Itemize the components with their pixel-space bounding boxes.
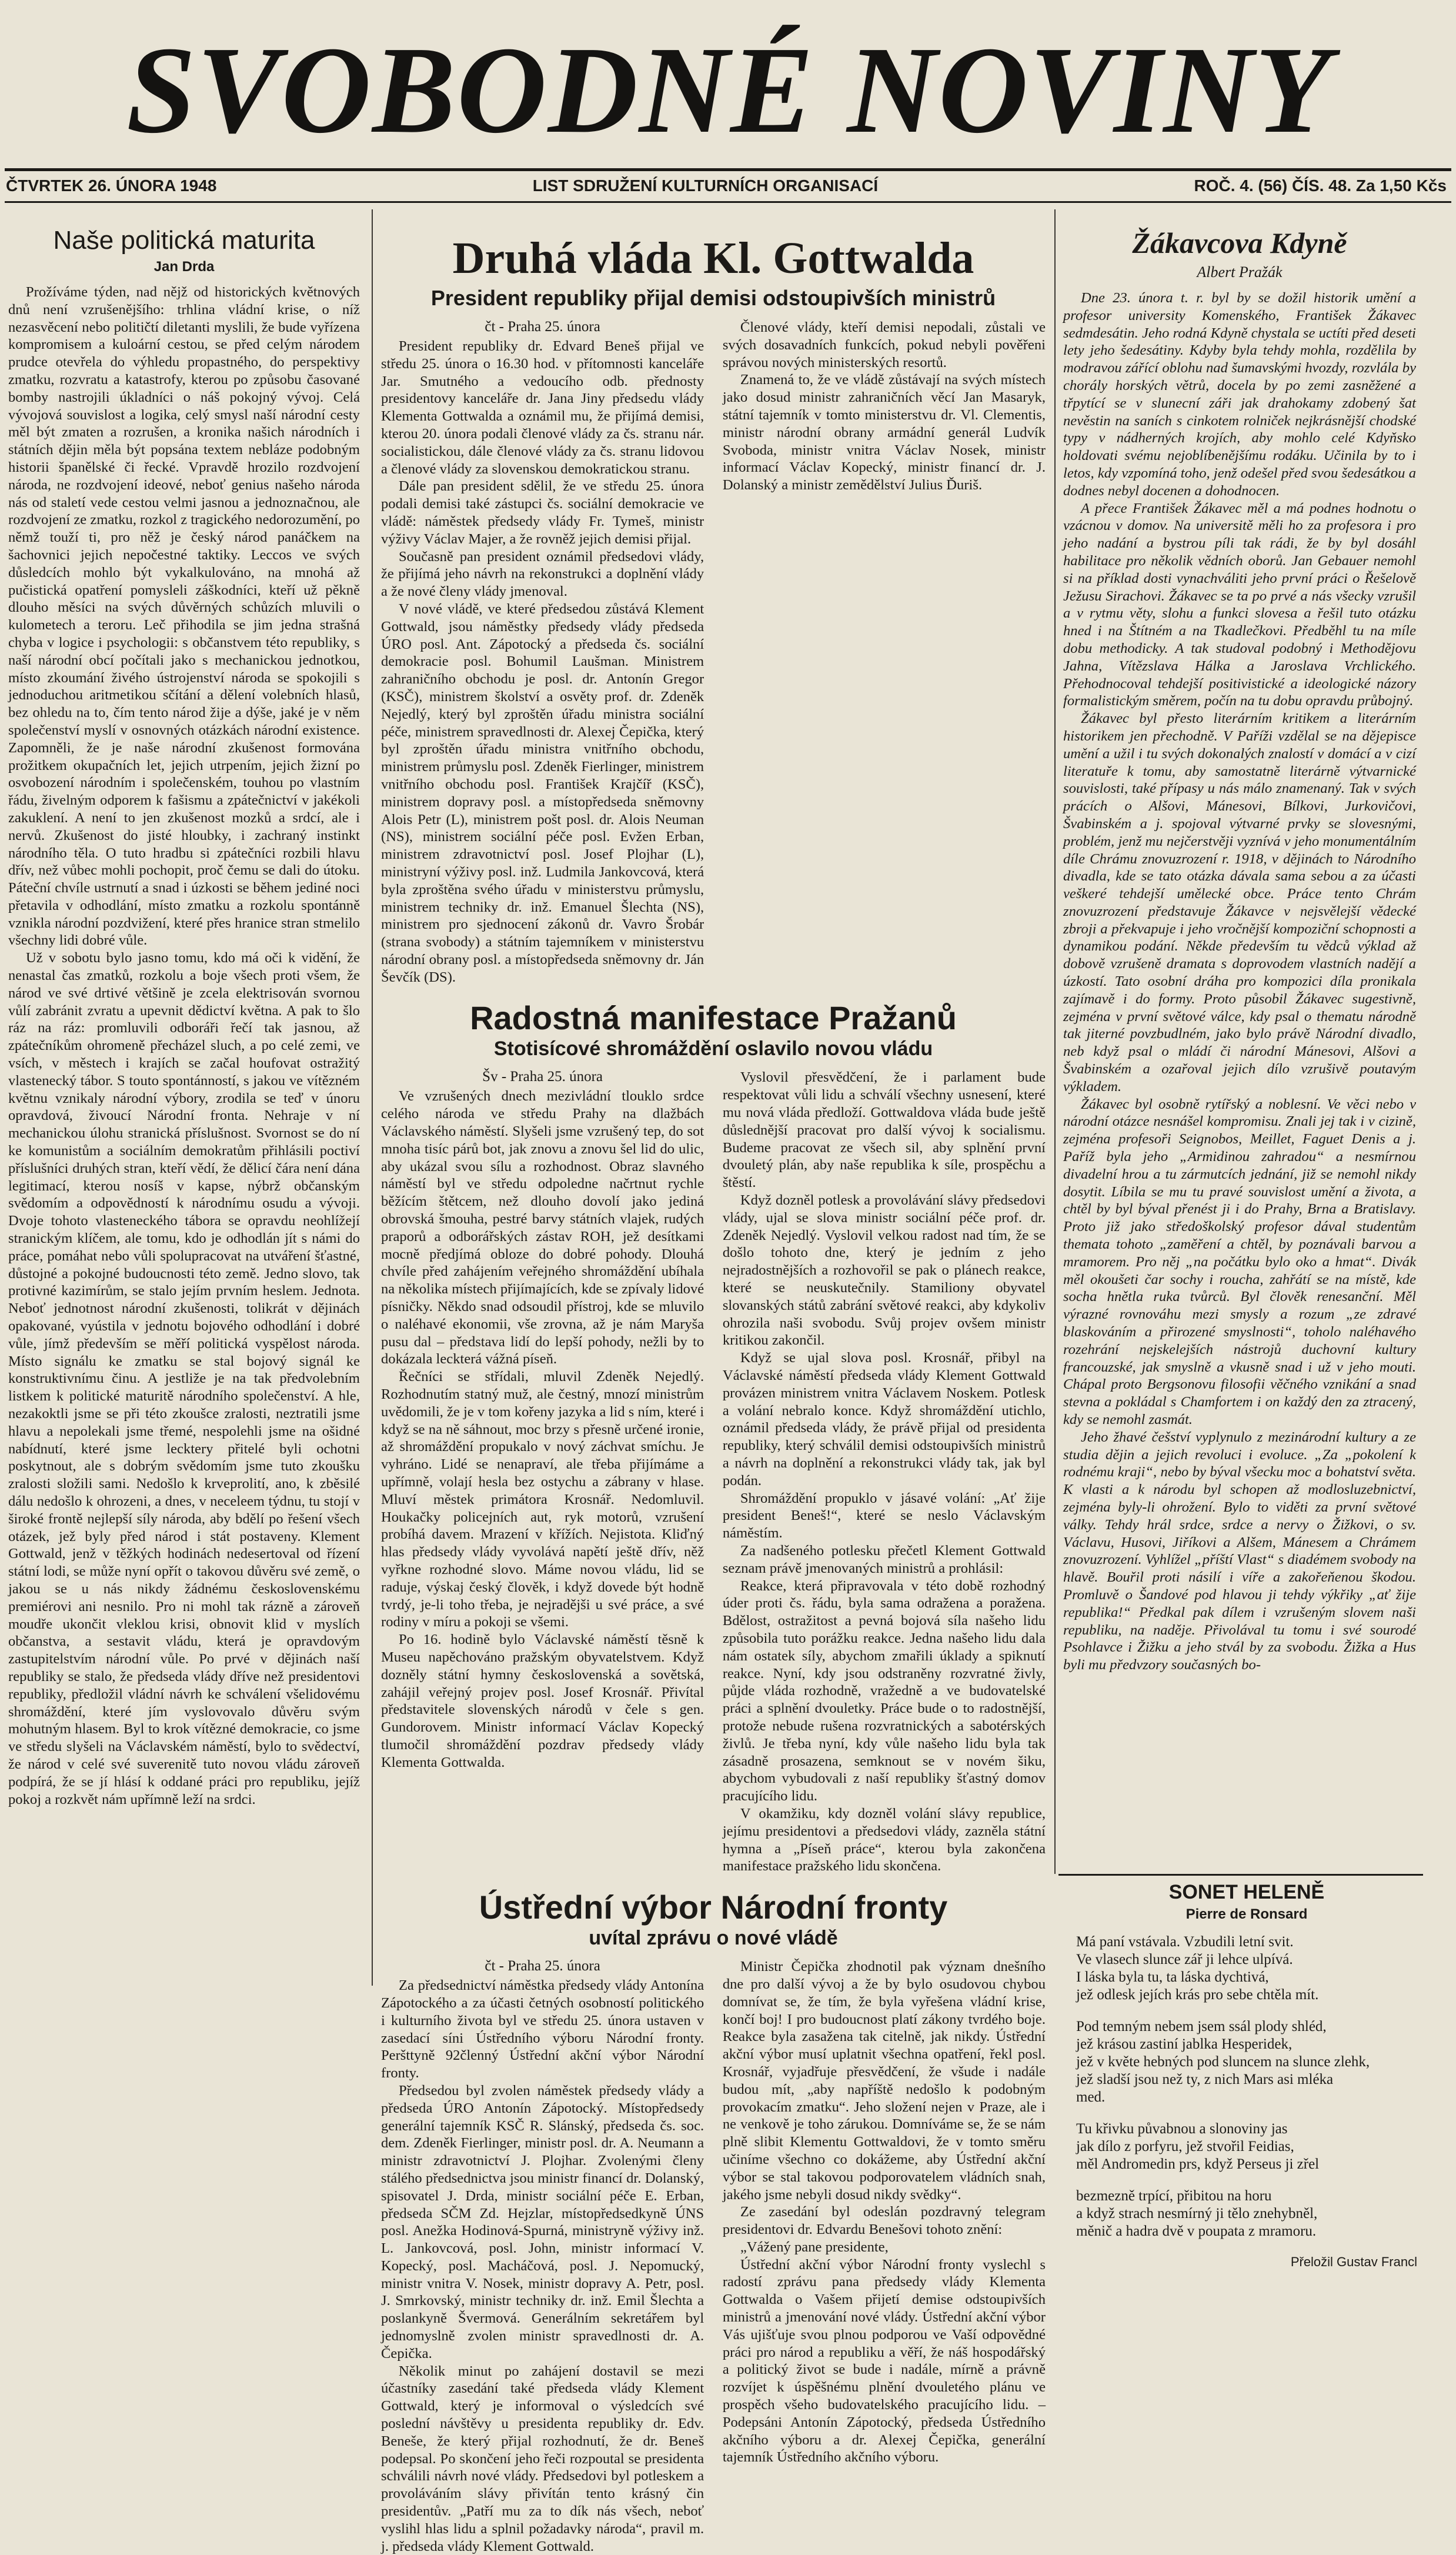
left-article-author: Jan Drda (153, 259, 215, 275)
sonet-line: měnič a hadra dvě v poupata z mramoru. (1076, 2223, 1317, 2239)
issue-number: ROČ. 4. (56) ČÍS. 48. Za 1,50 Kčs (1194, 176, 1447, 195)
manifest-article-paragraph: Po 16. hodině bylo Václavské náměstí těsně k Museu napěchováno pražským obyvatelstvem. Když dozněly státní hymny československá a sovětská, zahájil veřejný projev posl. Josef Krosnář. Přivítal představitele slovenských národů v čele s gen. Gundorovem. Ministr informací Václav Kopecký tlumočil shromáždění pozdrav předsedy vlády Klementa Gottwalda. (381, 1632, 704, 1770)
left-column (8, 226, 360, 1984)
sonet-line: jež odlesk jejích krás pro sebe chtěla mít. (1076, 1987, 1319, 2003)
main-article-paragraph: Členové vlády, kteří demisi nepodali, zůstali ve svých dosavadních funkcích, pokud nebyli pověřeni správou nových ministerských resortů. (722, 319, 1046, 371)
manifest-article-title: Radostná manifestace Pražanů (470, 999, 957, 1037)
main-article-dateline: čt - Praha 25. února (485, 319, 600, 335)
sonet-line: Pod temným nebem jsem ssál plody shléd, (1076, 2019, 1327, 2034)
front-article-paragraph: Ministr Čepička zhodnotil pak význam dnešního dne pro další vývoj a že by bylo osudovou chybou domnívat se, že tím, že byla vyřešena vládní krise, končí boj! I pro budoucnost platí zákony tvrdého boje. Reakce byla zasažena tak citelně, jak nikdy. Ústřední akční výbor musí uplatnit všechna opatření, řekl posl. Krosnář, vyjadřuje přesvědčení, že všude i nadále budou mít, „aby napříště nedošlo k podobným provokacím zmatku“. Jeho složení nejen v Praze, ale i ne venkově je toho zárukou. Domníváme se, že se nám plně slibit Klementu Gottwaldovi, že v tomto směru učiníme všechno co dokážeme, aby Ústřední akční výbor se stal takovou podporovatelem vládních snah, jakého jsme nebyli dosud nikdy svědky“. (722, 1959, 1046, 2203)
main-article-paragraph: President republiky dr. Edvard Beneš přijal ve středu 25. února o 16.30 hod. v přítomnosti kanceláře Jar. Smutného a vedoucího odb. přednosty presidentovy kanceláře dr. Jana Jiny předsedu vlády Klementa Gottwalda a oznámil mu, že přijímá demisi, kterou 20. února podali členové vlády za čs. stranu nár. socialistickou, dále členové vlády za čs. stranu lidovou a členové vlády za slovenskou demokratickou stranu. (381, 338, 704, 477)
main-article-paragraph: Dále pan president sdělil, že ve středu 25. února podali demisi také zástupci čs. sociální demokracie ve vládě: náměstek předsedy vlády Fr. Tymeš, ministr výživy Václav Majer, a že rovněž jejich demisi přijal. (381, 478, 704, 547)
right-article-paragraph: Žákavec byl osobně rytířský a noblesní. Ve věci nebo v národní otázce nesnášel kompromisu. Znali jej tak i v cizině, zejména profesoři Seignobos, Meillet, Faguet Denis a j. Paříž byla jeho „Armidinou zahradou“ a nesmírnou divadelní hrou a tu zármutcích jednání, již se nemohl nikdy dosytit. Líbila se mu tu pravé souvislost umění a života, a chtěl by byl býval přenést ji i do Prahy, Brna a Bratislavy. Proto již jako středoškolský profesor dával studentům themata tohoto „zaměření a chtěl, by poznávali barvou a mramorem. Pro něj „na počátku bylo oko a hmat“. Divák měl okoušeti čar sochy i roucha, zahřátí se na místě, kde socha hnětla ruka tvůrců. Byl člověk renesanční. Měl výrazné rovnováhu mezi smysly a rozum „ze zdravé blaskováním a přirozené smyslnosti“, toholo naléhavého rozehrání nejskelejších nástrojů duchovní kultury francouzské, jak smyslně a vkusně snad i už v jeho mouti. Chápal proto Bergsonovu filosofii věčného vznikání a snad stevna a pokládal s Chamfortem i on každý den za ztracený, kdy se nemohl zasmát. (1063, 1096, 1416, 1427)
sonet-line: Má paní vstávala. Vzbudili letní svit. (1076, 1934, 1294, 1950)
sonet-line: med. (1076, 2089, 1106, 2105)
right-article-body (1063, 289, 1416, 1674)
right-article-paragraph: A přece František Žákavec měl a má podnes hodnotu o vzácnou v domov. Na universitě měli ho za profesora i pro jeho nadání a bystrou píli tak rádi, že by byl dosáhl habilitace pro několik vědních oborů. Jan Gebauer nemohl si na příklad dosti vynachváliti jeho první práci o Řešelově Ježusu Sirachovi. Žákavec se ta po prvé a nás všecky vzrušil a v rytmu věty, slohu a funkci slovesa a řešil tuto otázku hned i na Štítném a na Tkadlečkovi. Předběhl tu na míle dobu methodicky. A tak studoval podobný i Methodějovu Jahna, Vítězslava Hálka a Jaroslava Vrchlického. Přehodnocoval tehdejší positivistické a ideologické názory formalistickým směrem, počín na tu dobu opravdu průbojný. (1063, 500, 1416, 709)
front-article-col-b (723, 1958, 1046, 2555)
sonet-line: I láska byla tu, ta láska dychtivá, (1076, 1969, 1269, 1985)
manifest-article-paragraph: Ve vzrušených dnech mezivládní tlouklo srdce celého národa ve středu Prahy na dlažbách Václavského náměstí. Slyšeli jsme vzrušený tep, do sot mnoha tisíc párů bot, jak znovu a znovu šel lid do ulic, aby ukázal svou sílu a rozhodnost. Obraz slavného náměstí byl ve středu odpoledne načrtnut rychle běžícím štětcem, než dlouho dovolí jako jediná obrovská šmouha, pestré barvy státních vlajek, rudých praporů a odborářských zástav ROH, jež desítkami mocně předjímá obloze do dobré pohody. Dlouhá chvíle před zahájením veřejného shromáždění ubíhala na několika místech přijímajících, kde se zpívaly lidové písničky. Někdo snad odsoudil přístroj, kde se mluvilo o naléhavé ekonomii, vše zrovna, až je nám Maryša pusu dal – představa lidí do lepší pohody, nežli by to dokázala leckterá vážná píseň. (381, 1088, 704, 1367)
center-column (381, 232, 1046, 2554)
issue-date: ČTVRTEK 26. ÚNORA 1948 (6, 176, 217, 195)
sonet-title: SONET HELENĚ (1168, 1881, 1325, 1903)
manifest-article-paragraph: Řečníci se střídali, mluvil Zdeněk Nejedlý. Rozhodnutím statný muž, ale čestný, mnozí ministrům uvědomili, že je v tom kořeny jazyka a lid s ním, které i když se na ně sáhnout, moc brzy s přesně určené ironie, až shromáždění propukalo v nový záchvat smíchu. Je vyhráno. Lidé se nenapraví, ale třeba přijímáme a upřímně, volají hesla bez ostychu a zábrany v hlase. Mluví městek primátora Krosnář. Nedomluvil. Houkačky policejních aut, ryk motorů, vzrušení probíhá davem. Mrazení v křížích. Nejistota. Kliďný hlas předsedy vlády vyvolává napětí ještě dřív, něž vyřkne rozhodné slovo. Máme novou vládu, lid se raduje, výskaj český člověk, i když dovede být hodně tvrdý, je-li toho třeba, je nejradějši u své práce, a své rodiny v míru a pokoji se všemi. (381, 1369, 704, 1630)
main-article-col-b (723, 319, 1046, 986)
manifest-article-paragraph: V okamžiku, kdy dozněl volání slávy republice, jejímu presidentovi a předsedovi vlády, zazněla státní hymna a „Píseň práce“, kterou byla zakončena manifestace pražského lidu skončena. (722, 1805, 1046, 1874)
manifest-article-paragraph: Reakce, která připravovala v této době rozhodný úder proti čs. řádu, byla sama odražena a poražena. Bdělost, ostražitost a pevná bojová síla našeho lidu způsobila tuto porážku reakce. Jedna našeho lidu dala nám ostatek síly, abychom zmařili úklady a spiknutí reakce. Nyní, kdy jsou odstraněny rozvratné živly, půjde vláda rozhodně, vražedně a ve budovatelské práci a splnění dvouletky. Práce bude o to radostnější, protože nebude rušena rozvratnických a sabotérských živlů. Je třeba nyní, kdy vůle našeho lidu byla tak zásadně prosazena, semknout se v novém šiku, abychom vybudovali z naší republiky šťastný domov pracujícího lidu. (722, 1577, 1046, 1804)
sonet-author: Pierre de Ronsard (1185, 1906, 1308, 1922)
main-article-paragraph: V nové vládě, ve které předsedou zůstává Klement Gottwald, jsou náměstky předsedy vlády předseda ÚRO posl. Ant. Zápotocký a předseda čs. sociální demokracie posl. Bohumil Laušman. Ministrem zahraničního obchodu je posl. dr. Antonín Gregor (KSČ), ministrem školství a osvěty prof. dr. Zdeněk Nejedlý, který byl zproštěn úřadu ministra sociální péče, ministrem spravedlnosti dr. Alexej Čepička, který byl zproštěn úřadu ministra vnitřního obchodu, ministrem průmyslu posl. Zdeněk Fierlinger, ministrem vnitřního obchodu posl. František Krajčíř (KSČ), ministrem dopravy posl. a místopředseda sněmovny Alois Petr (L), ministrem pošt posl. dr. Alois Neuman (NS), ministrem sociální péče posl. Evžen Erban, ministrem zdravotnictví posl. Josef Plojhar (L), ministryní výživy posl. inž. Ludmila Jankovcová, která byla zproštěna svého úřadu v ministerstvu průmyslu, ministrem techniky dr. inž. Emanuel Šlechta (NS), ministrem pro sjednocení zákonů dr. Vavro Šrobár (strana svobody) a státním tajemníkem v ministerstvu národní obrany posl. a místopředseda sněmovny dr. Ján Ševčík (DS). (381, 601, 704, 985)
manifest-article-paragraph: Když se ujal slova posl. Krosnář, přibyl na Václavské náměstí předseda vlády Klement Gottwald provázen ministrem vnitra Václavem Noskem. Potlesk a volání nebralo konce. Když shromáždění utichlo, oznámil předseda vlády, že právě přijal od presidenta republiky, který schválil demisi odstoupivších ministrů a návrh na doplnění a rekonstrukci vlády tak, jak byl podán. (722, 1350, 1046, 1489)
main-article-subtitle: President republiky přijal demisi odstoupivších ministrů (430, 286, 996, 310)
column-rule-right (1054, 209, 1056, 1874)
front-article-paragraph: Několik minut po zahájení dostavil se mezi účastníky zasedání také předseda vlády Klement Gottwald, který je informoval o výsledcích své poslední návštěvy u presidenta republiky dr. Edv. Beneše, že který přijal rozhodnutí, že dr. Beneš podepsal. Po skončení jeho řeči rozpoutal se presidenta schválili návrh nové vlády. Předsedovi byl potleskem a provoláváním slávy přivítán tento krásný čin presidentův. „Patří mu za to dík nás všech, neboť vyslihl hlas lidu a splnil požadavky národa“, pravil m. j. předseda vlády Klement Gottwald. (381, 2363, 704, 2554)
sonet-line: Tu křivku půvabnou a slonoviny jas (1076, 2121, 1288, 2137)
left-article-paragraph: Už v sobotu bylo jasno tomu, kdo má oči k vidění, že nenastal čas zmatků, rozkolu a boje všech proti všem, že národ ve své drtivé většině je zcela elektrisován svornou vůlí zabránit zvratu a upevnit dědictví května. A pak to šlo ráz na ráz: promluvili odboráři řečí tak jasnou, až zpátečníkům ohromeně přecházel sluch, a po celé zemi, ve vsích, v městech i krajích se začal houfovat ostražitý vlastenecký tábor. S touto spontánností, s jakou ve vítězném květnu vznikaly národní výbory, zrodila se teď v únoru opravdová, živoucí Národní fronta. Nehraje v ní mechanickou úlohu stranická příslušnost. Svornost se do ní ke komunistům a sociálním demokratům přihlásili poctiví příslušníci druhých stran, kteří vědí, že dělicí čára není dána legitimací, kterou nosíš v kapse, nýbrž občanským svědomím a odpovědností k národnímu osudu a vývoji. Dvoje tohoto vlasteneckého tábora se opravdu neohlížejí stranickým klíčem, ale tomu, kdo je odhodlán jít s námi do práce, pomáhat nebo vůli spolupracovat na utváření šťastné, důstojné a pokojné budoucnosti této země. Jedno slovo, tak protivné kazimírům, se stalo jejím prvním heslem. Jednota. Neboť jednotnost národní zkušenosti, tolikrát v dějinách opakované, vyústila v jednotu bojového odhodlání i dobré vůle, jímž především se měří politická vyspělost národa. Místo signálu ke zmatku se stal bojový signál ke konstruktivnímu činu. A jestliže je na tak předvolebním listkem k politické maturitě národního společenství. A hle, nezakoktli jsme se při této zkoušce zralosti, neztratili jsme hlavu a nepolekali jsme třemé, nespolehli jsme na ošidné nabídnutí, které jsme lecktery přitelé byli ochotni poskytnout, ale s dobrým svědomím jsme tuto zkoušku zralosti složili sami. Nedošlo k krveprolití, ano, k zběsilé dálu nedošlo k ohrozeni, a dnes, v neceleem týdnu, tu stojí v široké frontě nejlepší síly národa, aby bdělí po řešení všech otázek, jež byly před národ i stát postaveny. Klement Gottwald, jenž v těžkých hodinách nedesertoval od řízení státní lodi, se může nyní opřít o takovou důvěru své země, o jakou se u nás nikdy žádnému československému premiérovi ani nesnilo. Pro ni mohl tak rázně a zároveň moudře ukončit vleklou krisi, obnovit klid v myslích občanstva, a sestavit vládu, která je opravdovým zastupitelstvím národní vůle. Po prvé v dějinách naší republiky se stalo, že předseda vlády dříve než presidentovi republiky, předložil vládní návrh ke schválení všelidovému shromáždění, které jím vyslovovalo důvěru svým mohutným hlasem. Byl to krok vítězné demokracie, co jsme ve středu slyšeli na Václavském náměstí, bylo to svědectví, že národ v celé své suverenitě tuto novou vládu zároveň podpírá, že se jí hlásí k oddané práci pro republiku, jejíž pokoj a rozkvět nám upřímně leží na srdci. (8, 950, 360, 1807)
main-article-col-a (381, 319, 704, 986)
sonet-block (1076, 1881, 1417, 2269)
sonet-line: jak dílo z porfyru, jež stvořil Feidias, (1076, 2139, 1294, 2154)
manifest-article-paragraph: Za nadšeného potlesku přečetl Klement Gottwald seznam právě jmenovaných ministrů a prohlásil: (722, 1543, 1046, 1576)
sonet-line: jež krásou zastiní jablka Hesperidek, (1076, 2036, 1293, 2052)
front-article-paragraph: „Vážený pane presidente, (740, 2239, 889, 2255)
left-article-paragraph: Prožíváme týden, nad nějž od historických květnových dnů není vzrušenějšího: trhlina vládní krise, o níž nezasvěcení nebo političtí diletanti myslili, že bude vyřízena kompromisem a kuloární cestou, se před celým národem prudce otevřela do výhledu propastného, do perspektivy zmatku, rozvratu a katastrofy, kterou po způsobu časované bomby nastrojili úkladníci o náš pokojný vývoj. Celá vývojová souvislost a logika, celý smysl naší národní cesty měl být zmaten a rozrušen, a kronika našich národních i státních dějin měla být popsána textem nebláze podobným historii španělské či řecké. Vpravdě hrozilo rozdvojení národa, ne rozdvojení ideové, neboť genius našeho národa nás od staletí vede cestou velmi jasnou a jednoznačnou, ale rozdvojení ze zmatku, rozkol z tragického nedorozumění, po němž touží ti, pro něž je český národ panáčkem na šachovnici jejich nepočestné taktiky. Leccos ve svých důsledcích mohlo být vykalkulováno, na mnohá až pučistická opatření pomysleli záškodníci, kteří už pěkně dlouho měsíci na svých důvěrných schůzích mluvili o kulometech a teroru. Leč přihodila se jim jedna strašná chyba v logice i psychologii: s občanstvem této republiky, s naší národní obcí počítali jako s mechanickou jednotkou, místo zkoumání živého ústrojenství národa se spokojili s jednoduchou aritmetikou sčítání a dělení volebních hlasů, bez ohledu na to, čím tento národ žije a dýše, jaké je v něm společenství myslí v osnovných otázkách národní existence. Zapomněli, že je naše národní zkušenost formována prožitkem okupačních let, jejich utrpením, jejich žizní po osvobození národním i společenském, touhou po vlastním řádu, živelným odporem k fašismu a zpátečnictví v jakékoli zakuklení. A není to jen zkušenost mozků a srdcí, ale i nervů. Zkušenost do jisté hloubky, i zachraný instinkt národního těla. O tuto hradbu si zpátečníci rozbili hlavu dřív, než vůbec mohli pochopit, proč čemu se dali do útoku. Páteční chvíle ustrnutí a snad i úzkosti se během jediné noci přetavila v odhodlání, místo zmatku a rozkolu spontánně vznikla národní pozdvižení, které přes hranice stran stmelilo všechny lidi dobré vůle. (8, 284, 360, 949)
manifest-article-paragraph: Vyslovil přesvědčení, že i parlament bude respektovat vůli lidu a schválí všechny usnesení, které mu nová vláda předloží. Gottwaldova vláda bude ještě důslednější pracovat pro další vývoj k socialismu. Budeme pracovat ze všech sil, aby splnění první dvouletý plán, aby naše republika k síle, prospěchu a štěstí. (722, 1069, 1046, 1191)
right-article-paragraph: Jeho žhavé češství vyplynulo z mezinárodní kultury a ze studia dějin a jejich revoluci i evoluce. „Za „pokolení k rodnému kraji“, nebo by býval všecku moc a bohatství světa. K vlasti a k národu byl schopen až modlosluzebnictví, zejména byly-li ohrožení. Bylo to viděti za první světové války. Tehdy hrál srdce, srdce a nervy o Žižkovi, o sv. Václavu, Husovi, Jiříkovi a Alšem, Mánesem a Chrámem znovuzrození. Vyhlížel „příští Vlast“ s diadémem svobody na hlavě. Bouřil proti násilí i víře a zakořeňenou škodou. Promluvě o Šandové pod hlavou ji tehdy výkřiky „ať žije republika!“ Předkal pak dílem i vzrušeným slovem naši republiku, na naděje. Přivolával tu tomu i své sourodé Psohlavce i Žižku a jeho stvál by za svobodu. Žižka a Hus byli mu předvzory současných bo- (1063, 1429, 1416, 1673)
front-article-subtitle: uvítal zprávu o nové vládě (589, 1927, 838, 1950)
front-article-dateline: čt - Praha 25. února (485, 1958, 600, 1974)
front-article-paragraph: Ze zasedání byl odeslán pozdravný telegram presidentovi dr. Edvardu Benešovi tohoto znění: (722, 2204, 1046, 2238)
front-article-paragraph: Ústřední akční výbor Národní fronty vyslechl s radostí zprávu pana předsedy vlády Klementa Gottwalda o Vašem přijetí demise odstoupivších ministrů a jmenování nové vlády. Ústřední akční výbor Vás ujišťuje svou plnou podporou ve Vaší odpovědné práci pro národ a republiku a věří, že náš hospodářský a politický život se bude i nadále, mírně a právně rozvíjet k úspěšnému plnění dvouletého plánu ve prospěch všeho budovatelského pracujícího lidu. – Podepsáni Antonín Zápotocký, předseda Ústředního akčního výboru a dr. Alexej Čepička, generální tajemník Ústředního akčního výboru. (722, 2256, 1046, 2466)
left-article-title: Naše politická maturita (53, 226, 315, 255)
right-column (1063, 226, 1416, 1873)
sonet-stanza (1076, 2018, 1417, 2106)
masthead-infobar (6, 174, 1447, 198)
manifest-article-paragraph: Shromáždění propuklo v jásavé volání: „Ať žije president Beneš!“, které se neslo Václavským náměstím. (722, 1490, 1046, 1542)
front-article-title: Ústřední výbor Národní fronty (479, 1889, 948, 1926)
masthead-rule-top (5, 168, 1451, 171)
sonet-line: a když strach nesmírný ji tělo znehybněl, (1076, 2206, 1318, 2222)
sonet-stanza (1076, 2120, 1417, 2173)
column-rule-left (372, 209, 373, 1986)
left-article-body (8, 283, 360, 1808)
right-article-paragraph: Dne 23. února t. r. byl by se dožil historik umění a profesor university Komenského, František Žákavec sedmdesátin. Jeho rodná Kdyně chystala se uctíti před deseti lety jeho šedesátiny. Kdyby byla tehdy mohla, rozdělila by modravou zářící oblohu nad šumavskými hvozdy, rozvlála by chorály horských větrů, docela by po zemi zasněžené a třpytící se v slunecní záři jak drahokamy zdobený šat nevěstin na saních s cinkotem rolniček nejkrásnější chodské typy v nádherných krojích, aby mohlo celé Kdyňsko holdovati svému nejoblíbenějšímu rodáku. Učinila by to i letos, kdy vzpomíná toho, jenž odešel před svou šedesátkou a dodnes nebyl docenen a dohodnocen. (1063, 290, 1416, 499)
sonet-rule (1058, 1874, 1423, 1876)
manifest-article-subtitle: Stotisícové shromáždění oslavilo novou vládu (493, 1038, 933, 1060)
main-article-paragraph: Znamená to, že ve vládě zůstávají na svých místech jako dosud ministr zahraničních věcí Jan Masaryk, státní tajemník v tomto ministerstvu dr. Vl. Clementis, ministr národní obrany armádní generál Ludvík Svoboda, ministr vnitra Václav Nosek, ministr informací Václav Kopecký, ministr financí dr. J. Dolanský a ministr zemědělství Julius Ďuriš. (722, 372, 1046, 493)
front-article-col-a (381, 1958, 704, 2555)
manifest-article-dateline: Šv - Praha 25. února (482, 1069, 603, 1085)
publisher-line: LIST SDRUŽENÍ KULTURNÍCH ORGANISACÍ (532, 176, 879, 195)
manifest-article-paragraph: Když dozněl potlesk a provolávání slávy předsedovi vlády, ujal se slova ministr sociální péče prof. dr. Zdeněk Nejedlý. Vyslovil velkou radost nad tím, že se došlo tohoto dne, který je jedním z jeho nejradostnějších a rozhovořil se pak o plánech reakce, které se neuskutečnily. Stamiliony obyvatel slovanských států zabrání světové reakci, aby kdykoliv ohrozila naši svobodu. Svůj projev ovšem ministr kritikou zakončil. (722, 1192, 1046, 1349)
main-article-body (381, 319, 1046, 986)
main-article-paragraph: Současně pan president oznámil předsedovi vlády, že přijímá jeho návrh na rekonstrukci a doplnění vlády a že nové členy vlády jmenoval. (381, 548, 704, 600)
sonet-line: bezmezně trpící, přibitou na horu (1076, 2188, 1272, 2204)
right-article-title: Žákavcova Kdyně (1132, 226, 1347, 259)
front-article-paragraph: Předsedou byl zvolen náměstek předsedy vlády a předseda ÚRO Antonín Zápotocký. Místopředsedy generální tajemník KSČ R. Slánský, předseda čs. soc. dem. Zdeněk Fierlinger, ministr posl. dr. A. Neumann a ministr zdravotnictví J. Plojhar. Zvolenými členy stálého předsednictva jsou ministr financí dr. Dolanský, spisovatel J. Drda, ministr sociální péče E. Erban, předseda SČM Zd. Hejzlar, místopředsedkyně ÚNS posl. Anežka Hodinová-Spurná, ministryně výživy inž. L. Jankovcová, posl. John, ministr informací V. Kopecký, posl. Macháčová, posl. J. Nepomucký, ministr vnitra V. Nosek, ministr dopravy A. Petr, posl. J. Smrkovský, ministr techniky dr. inž. Emil Šlechta a poslankyně Švermová. Generálním sekretářem byl jednomyslně zvolen ministr spravedlnosti dr. A. Čepička. (381, 2082, 704, 2361)
masthead-title: SVOBODNÉ NOVINY (126, 21, 1333, 159)
sonet-stanza (1076, 2187, 1417, 2240)
sonet-line: jež sladší jsou než ty, z nich Mars asi mléka (1076, 2072, 1334, 2087)
front-article-body (381, 1958, 1046, 2555)
masthead-rule-bottom (5, 201, 1451, 203)
sonet-line: Ve vlasech slunce zář ji lehce ulpívá. (1076, 1952, 1293, 1967)
sonet-translator: Přeložil Gustav Francl (1290, 2254, 1417, 2269)
right-article-author: Albert Pražák (1197, 263, 1283, 281)
sonet-verses (1076, 1933, 1417, 2240)
sonet-stanza (1076, 1933, 1417, 2004)
sonet-line: jež v květe hebných pod sluncem na slunce zlehk, (1076, 2054, 1370, 2070)
manifest-article-col-a (381, 1069, 704, 1875)
manifest-article-body (381, 1069, 1046, 1875)
right-article-paragraph: Žákavec byl přesto literárním kritikem a literárním historikem jen přechodně. V Paříži vzdělal se na dějepisce umění a užil i tu svých dokonalých znalostí v domácí a v cizí literatuře k tomu, aby samostatně literárně výtvarnické souvislosti, také přípasy u nás málo znamenaný. Tak v svých prácích o Alšovi, Mánesovi, Bílkovi, Jurkovičovi, Švabinském a j. spojoval výtvarné prvky se slovesnými, problém, jenž mu nejčerstvěji vyznívá v jeho monumentálním díle Chrámu znovuzrození r. 1918, v dějinách to Národního divadla, kde se tato otázka dávala sama sebou a za účasti veškeré tehdejší umělecké obce. Práce tento Chrám znovuzrození představuje Žákavce v nejsvělejší vědecké zbroji a překvapuje i jeho vročnější kompoziční schopnosti a dynamikou podání. Někde především tu vědců výklad až dobově vzrušeně dramata s doprovodem vlastních nadějí a úzkostí. Tato osobní dráha pro kompozici díla pronikala zajímavě i do formy. Proto působil Žákavec sugestivně, zejména v první světové válce, kdy psal o thematu národně tak jiterné povzbudlném, jako bylo právě Národní divadlo, neb když psal o mládí či národní Mánesovi, Alšovi a Švabinském a ozařoval jejich dílo vzrušivě poutavým výkladem. (1063, 711, 1416, 1095)
main-article-title: Druhá vláda Kl. Gottwalda (452, 234, 974, 283)
manifest-article-col-b (723, 1069, 1046, 1875)
sonet-line: měl Andromedin prs, když Perseus ji zřel (1076, 2156, 1320, 2172)
front-article-paragraph: Za předsednictví náměstka předsedy vlády Antonína Zápotockého a za účasti četných osobností politického i kulturního života byl ve středu 25. února ustaven v zasedací síni Ústředního výboru Národní fronty. Peršttyně 92členný Ústřední akční výbor Národní fronty. (381, 1977, 704, 2082)
